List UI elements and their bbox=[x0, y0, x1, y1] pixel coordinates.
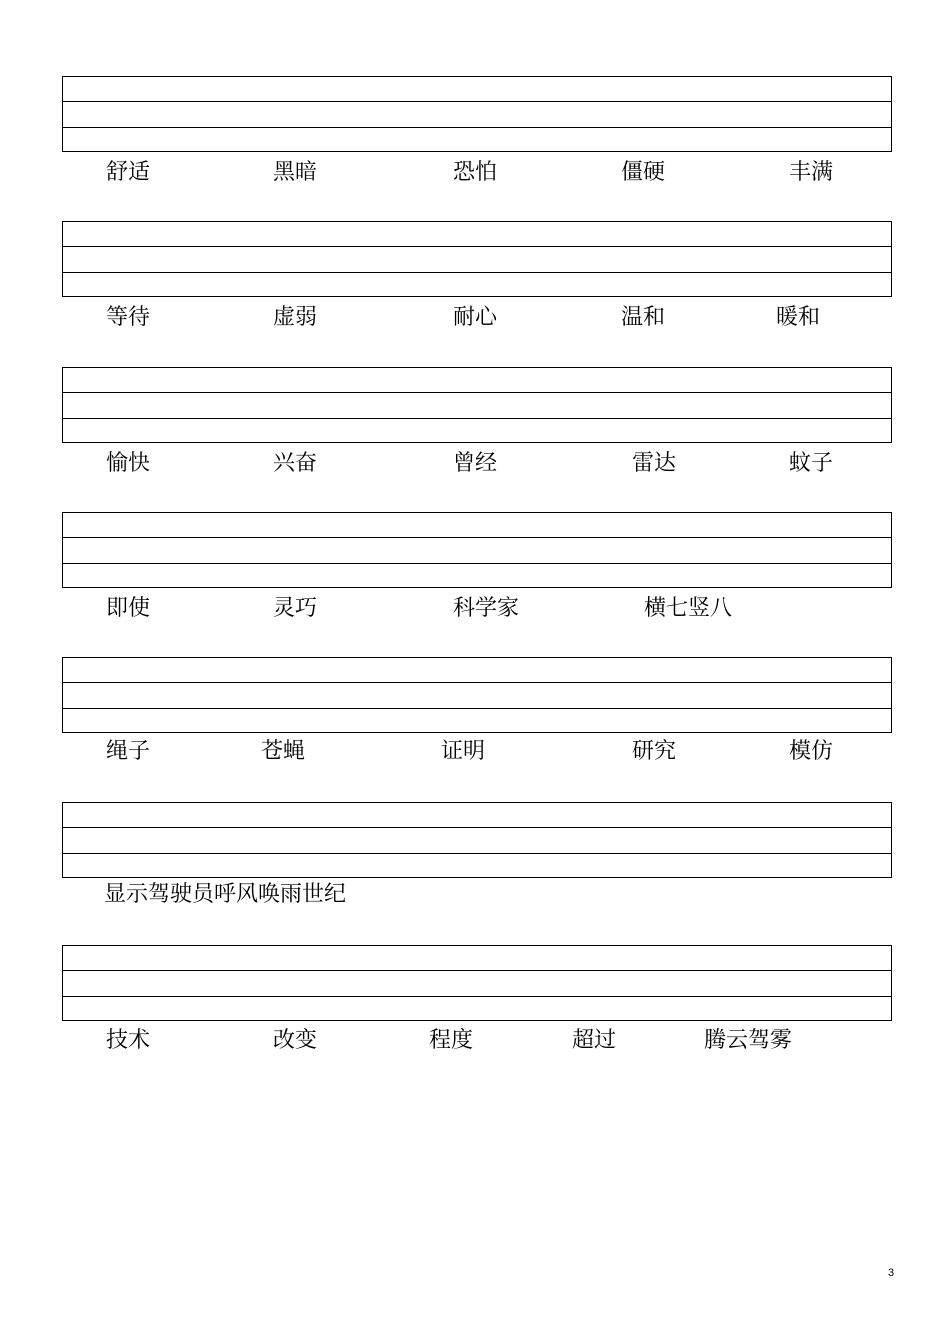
vocab-word: 舒适 bbox=[106, 160, 151, 185]
word-row-4 bbox=[0, 594, 950, 624]
vocab-word: 改变 bbox=[273, 1028, 318, 1053]
grid-line bbox=[63, 996, 891, 997]
vocab-word: 灵巧 bbox=[273, 596, 318, 621]
vocab-word: 兴奋 bbox=[273, 451, 318, 476]
grid-line bbox=[63, 827, 891, 828]
page-number: 3 bbox=[888, 1267, 895, 1279]
writing-grid-5 bbox=[62, 657, 892, 733]
vocab-word: 温和 bbox=[621, 305, 666, 330]
vocab-word: 研究 bbox=[632, 739, 677, 764]
word-row-3 bbox=[0, 449, 950, 479]
word-row-2 bbox=[0, 303, 950, 333]
vocab-word: 腾云驾雾 bbox=[704, 1028, 793, 1053]
writing-grid-1 bbox=[62, 76, 892, 152]
vocab-word: 证明 bbox=[441, 739, 486, 764]
word-row-7 bbox=[0, 1026, 950, 1056]
vocab-word: 虚弱 bbox=[273, 305, 318, 330]
vocab-word: 恐怕 bbox=[453, 160, 498, 185]
vocab-word: 即使 bbox=[106, 596, 151, 621]
writing-grid-2 bbox=[62, 221, 892, 297]
grid-line bbox=[63, 970, 891, 971]
vocab-word: 超过 bbox=[572, 1028, 617, 1053]
vocab-word: 横七竖八 bbox=[644, 596, 733, 621]
grid-line bbox=[63, 537, 891, 538]
vocab-word: 模仿 bbox=[789, 739, 834, 764]
vocab-word: 愉快 bbox=[106, 451, 151, 476]
grid-line bbox=[63, 853, 891, 854]
grid-line bbox=[63, 127, 891, 128]
word-row-5 bbox=[0, 737, 950, 767]
writing-grid-7 bbox=[62, 945, 892, 1021]
grid-line bbox=[63, 708, 891, 709]
writing-grid-3 bbox=[62, 367, 892, 443]
vocab-word: 苍蝇 bbox=[261, 739, 306, 764]
vocab-word: 僵硬 bbox=[621, 160, 666, 185]
grid-line bbox=[63, 418, 891, 419]
grid-line bbox=[63, 563, 891, 564]
vocab-word: 黑暗 bbox=[273, 160, 318, 185]
vocab-word: 等待 bbox=[106, 305, 151, 330]
grid-line bbox=[63, 392, 891, 393]
vocab-word: 程度 bbox=[429, 1028, 474, 1053]
vocab-word: 雷达 bbox=[632, 451, 677, 476]
vocab-word: 绳子 bbox=[106, 739, 151, 764]
vocab-word: 暖和 bbox=[776, 305, 821, 330]
grid-line bbox=[63, 101, 891, 102]
vocab-word: 耐心 bbox=[453, 305, 498, 330]
vocab-word: 丰满 bbox=[789, 160, 834, 185]
vocab-word: 曾经 bbox=[453, 451, 498, 476]
vocab-word: 蚊子 bbox=[789, 451, 834, 476]
word-row-6 bbox=[0, 880, 950, 910]
vocab-word: 科学家 bbox=[453, 596, 520, 621]
grid-line bbox=[63, 682, 891, 683]
grid-line bbox=[63, 272, 891, 273]
grid-line bbox=[63, 246, 891, 247]
writing-grid-6 bbox=[62, 802, 892, 878]
word-row-1 bbox=[0, 158, 950, 188]
writing-grid-4 bbox=[62, 512, 892, 588]
vocab-word: 技术 bbox=[106, 1028, 151, 1053]
vocab-word: 显示驾驶员呼风唤雨世纪 bbox=[104, 882, 347, 907]
